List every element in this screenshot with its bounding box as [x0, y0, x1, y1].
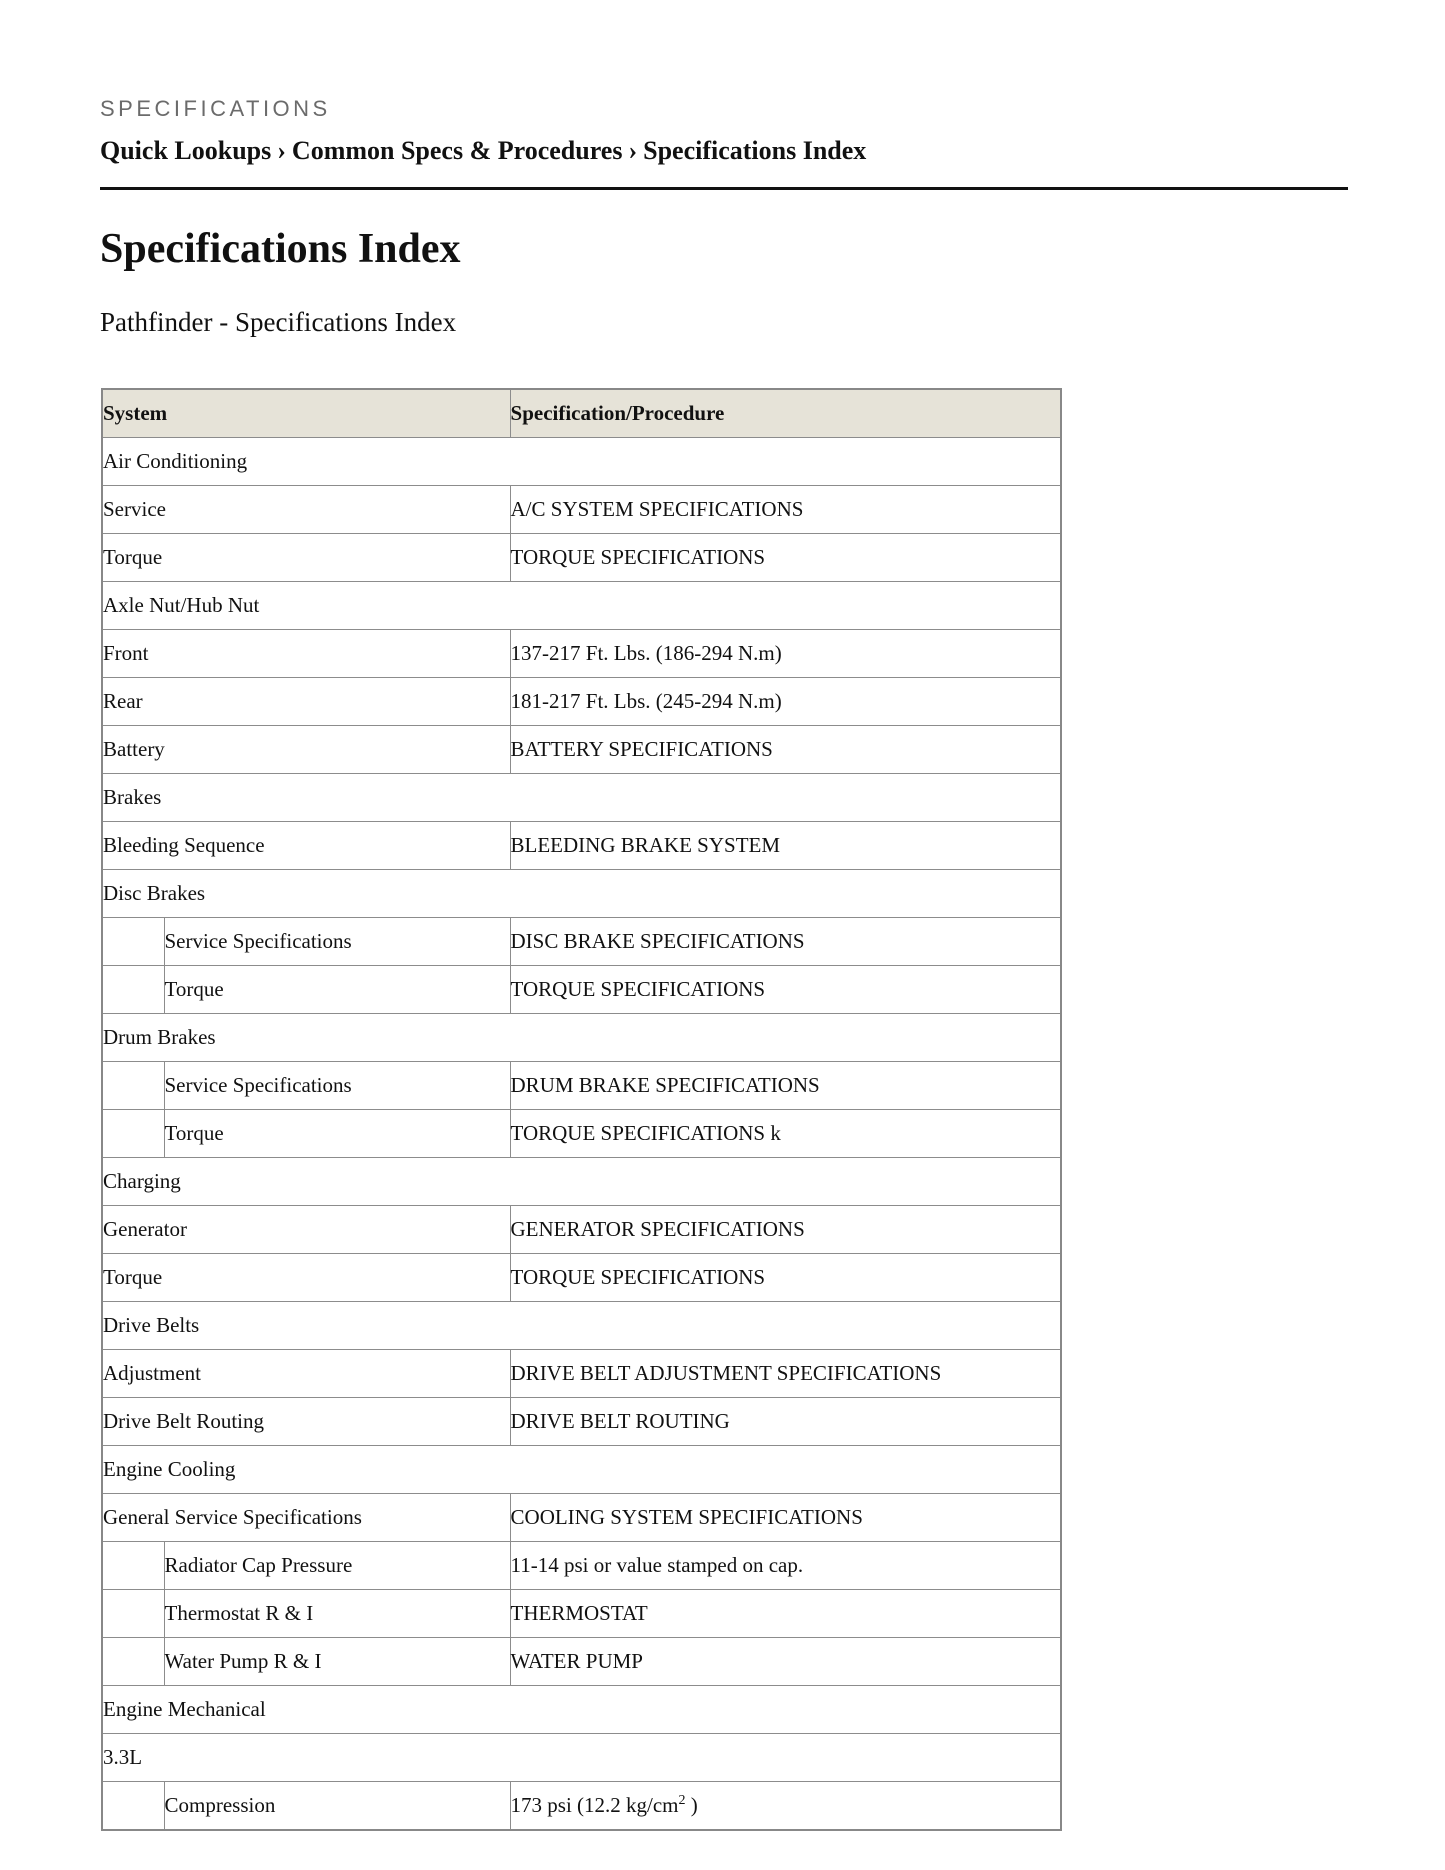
column-header-specification: Specification/Procedure: [510, 389, 1061, 438]
system-cell: Service: [102, 486, 510, 534]
breadcrumb-separator: ›: [277, 136, 286, 165]
table-row-group: [102, 1158, 1061, 1206]
table-row: [102, 966, 1061, 1014]
spec-link[interactable]: TORQUE SPECIFICATIONS: [510, 1254, 1061, 1302]
system-cell: Service Specifications: [164, 1062, 510, 1110]
breadcrumb-item-specifications-index: Specifications Index: [643, 136, 867, 165]
system-cell: Water Pump R & I: [164, 1638, 510, 1686]
indent-cell: [102, 1110, 164, 1158]
breadcrumb-item-common-specs[interactable]: Common Specs & Procedures: [291, 136, 623, 165]
spec-value-suffix: ): [685, 1793, 698, 1817]
breadcrumb-separator: ›: [628, 136, 638, 165]
table-row: [102, 1254, 1061, 1302]
table-row: [102, 918, 1061, 966]
spec-link[interactable]: DRUM BRAKE SPECIFICATIONS: [510, 1062, 1061, 1110]
system-cell: Service Specifications: [164, 918, 510, 966]
table-row-group: [102, 438, 1061, 486]
spec-link[interactable]: THERMOSTAT: [510, 1590, 1061, 1638]
system-cell: Compression: [164, 1782, 510, 1831]
spec-link[interactable]: BLEEDING BRAKE SYSTEM: [510, 822, 1061, 870]
table-row: [102, 1590, 1061, 1638]
table-row: [102, 630, 1061, 678]
table-row: [102, 1494, 1061, 1542]
table-row: [102, 678, 1061, 726]
indent-cell: [102, 918, 164, 966]
table-row-group: [102, 774, 1061, 822]
table-row-group: [102, 582, 1061, 630]
system-cell: Torque: [164, 966, 510, 1014]
spec-link[interactable]: TORQUE SPECIFICATIONS: [510, 534, 1061, 582]
table-row: [102, 1782, 1061, 1831]
spec-link[interactable]: TORQUE SPECIFICATIONS k: [510, 1110, 1061, 1158]
indent-cell: [102, 1590, 164, 1638]
system-cell: Torque: [102, 534, 510, 582]
table-row-subgroup: [102, 1014, 1061, 1062]
spec-link[interactable]: DRIVE BELT ADJUSTMENT SPECIFICATIONS: [510, 1350, 1061, 1398]
system-cell: Front: [102, 630, 510, 678]
spec-value: 181-217 Ft. Lbs. (245-294 N.m): [510, 678, 1061, 726]
page-title: Specifications Index: [100, 226, 461, 272]
table-row: [102, 822, 1061, 870]
table-row: [102, 534, 1061, 582]
header-divider: [100, 187, 1348, 190]
spec-link[interactable]: GENERATOR SPECIFICATIONS: [510, 1206, 1061, 1254]
group-label: Engine Cooling: [102, 1446, 1061, 1494]
system-cell: Radiator Cap Pressure: [164, 1542, 510, 1590]
spec-value: 11-14 psi or value stamped on cap.: [510, 1542, 1061, 1590]
table-row: [102, 1110, 1061, 1158]
system-cell: Torque: [164, 1110, 510, 1158]
group-label: Charging: [102, 1158, 1061, 1206]
indent-cell: [102, 1782, 164, 1831]
system-cell: Battery: [102, 726, 510, 774]
spec-link[interactable]: WATER PUMP: [510, 1638, 1061, 1686]
indent-cell: [102, 1542, 164, 1590]
group-label: Drive Belts: [102, 1302, 1061, 1350]
table-row-group: [102, 1302, 1061, 1350]
subgroup-label: 3.3L: [102, 1734, 1061, 1782]
system-cell: Rear: [102, 678, 510, 726]
subgroup-label: Drum Brakes: [102, 1014, 1061, 1062]
group-label: Axle Nut/Hub Nut: [102, 582, 1061, 630]
spec-link[interactable]: A/C SYSTEM SPECIFICATIONS: [510, 486, 1061, 534]
group-label: Engine Mechanical: [102, 1686, 1061, 1734]
spec-link[interactable]: COOLING SYSTEM SPECIFICATIONS: [510, 1494, 1061, 1542]
table-row-group: [102, 1686, 1061, 1734]
breadcrumb-item-quick-lookups[interactable]: Quick Lookups: [100, 136, 272, 165]
superscript: 2: [678, 1793, 686, 1808]
spec-value-text: 173 psi (12.2 kg/cm: [510, 1793, 679, 1817]
table-row: [102, 1350, 1061, 1398]
specifications-table: [101, 388, 1062, 1831]
system-cell: Drive Belt Routing: [102, 1398, 510, 1446]
table-row: [102, 486, 1061, 534]
indent-cell: [102, 1062, 164, 1110]
table-row: [102, 1638, 1061, 1686]
spec-link[interactable]: DRIVE BELT ROUTING: [510, 1398, 1061, 1446]
table-row: [102, 1398, 1061, 1446]
table-row: [102, 726, 1061, 774]
system-cell: Adjustment: [102, 1350, 510, 1398]
group-label: Brakes: [102, 774, 1061, 822]
table-row-subgroup: [102, 1734, 1061, 1782]
table-row: [102, 1062, 1061, 1110]
indent-cell: [102, 966, 164, 1014]
spec-value: 137-217 Ft. Lbs. (186-294 N.m): [510, 630, 1061, 678]
section-kicker: SPECIFICATIONS: [100, 96, 331, 121]
system-cell: Bleeding Sequence: [102, 822, 510, 870]
spec-link[interactable]: DISC BRAKE SPECIFICATIONS: [510, 918, 1061, 966]
spec-value: [510, 1782, 1061, 1831]
table-row: [102, 1206, 1061, 1254]
system-cell: General Service Specifications: [102, 1494, 510, 1542]
table-row-group: [102, 1446, 1061, 1494]
table-header-row: [102, 389, 1061, 438]
table-row-subgroup: [102, 870, 1061, 918]
system-cell: Torque: [102, 1254, 510, 1302]
table-row: [102, 1542, 1061, 1590]
indent-cell: [102, 1638, 164, 1686]
group-label: Air Conditioning: [102, 438, 1061, 486]
system-cell: Generator: [102, 1206, 510, 1254]
column-header-system: System: [102, 389, 510, 438]
spec-link[interactable]: TORQUE SPECIFICATIONS: [510, 966, 1061, 1014]
subgroup-label: Disc Brakes: [102, 870, 1061, 918]
page-subtitle: Pathfinder - Specifications Index: [100, 307, 457, 337]
spec-link[interactable]: BATTERY SPECIFICATIONS: [510, 726, 1061, 774]
breadcrumb: [100, 136, 866, 166]
system-cell: Thermostat R & I: [164, 1590, 510, 1638]
